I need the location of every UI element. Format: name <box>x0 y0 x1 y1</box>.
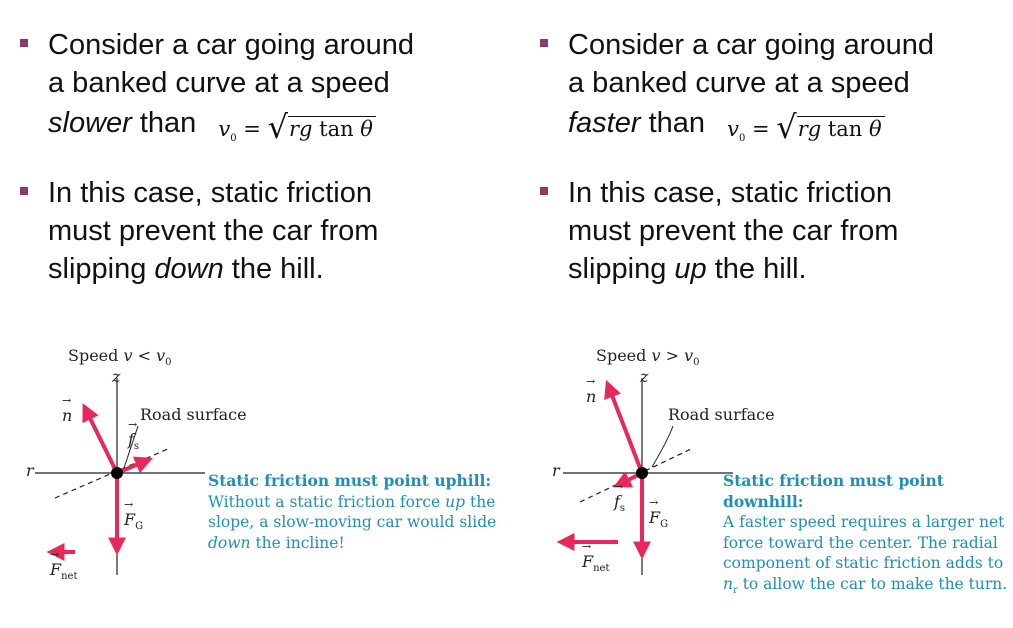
friction-force-label: → $f_s$ <box>128 430 139 452</box>
bullet-text-line: In this case, static friction <box>568 177 892 210</box>
r-axis-label: r <box>552 461 560 480</box>
emphasis-word: down <box>154 253 224 286</box>
bullet-marker <box>540 39 548 47</box>
normal-force-vector <box>608 385 642 473</box>
bullet-text-line: must prevent the car from <box>568 215 899 248</box>
normal-force-vector <box>85 408 117 473</box>
caption-title: Static friction must point downhill: <box>723 471 944 511</box>
road-surface-label: Road surface <box>668 405 775 424</box>
r-axis-label: r <box>26 461 34 480</box>
car-point <box>636 467 648 479</box>
diagram-caption: Static friction must point downhill: A faster speed requires a larger net force toward the center. The radial component of static friction adds to $n_r$ to allow the car to make the turn. <box>723 471 1013 601</box>
left-bullet-list <box>20 26 460 308</box>
speed-label: Speed $v < v_0$ <box>68 346 172 369</box>
bullet-text-line: must prevent the car from <box>48 215 379 248</box>
emphasis-word: slower <box>48 107 132 139</box>
bullet-item <box>20 174 460 288</box>
car-point <box>111 467 123 479</box>
friction-force-label: → $f_s$ <box>614 492 625 514</box>
bullet-text: than <box>131 107 197 139</box>
fast-car-diagram <box>548 330 1013 620</box>
gravity-force-label: → $F_G$ <box>649 508 668 530</box>
bullet-text: the hill. <box>706 253 807 286</box>
bullet-marker <box>20 39 28 47</box>
gravity-force-label: → $F_G$ <box>124 510 143 532</box>
normal-force-label: → n <box>62 406 72 425</box>
caption-title: Static friction must point uphill: <box>208 471 492 490</box>
speed-formula: $v_0 = √rg$ tan θ <box>218 117 376 141</box>
bullet-marker <box>20 187 28 195</box>
net-force-label: → $F_{net}$ <box>582 552 610 574</box>
diagram-caption: Static friction must point uphill: Without a static friction force up the slope, a slow-moving car would slide down the incline! <box>208 471 497 552</box>
road-surface-leader <box>652 426 673 467</box>
bullet-text: slipping <box>48 253 155 286</box>
emphasis-word: up <box>674 253 707 286</box>
road-surface-label: Road surface <box>140 405 247 424</box>
bullet-item <box>540 26 980 154</box>
bullet-text: the hill. <box>223 253 324 286</box>
z-axis-label: z <box>640 367 649 386</box>
speed-formula: $v_0 = √rg$ tan θ <box>727 117 885 141</box>
bullet-text-line: Consider a car going around <box>568 29 934 61</box>
bullet-item <box>540 174 980 288</box>
normal-force-label: → n <box>586 387 596 406</box>
bullet-item <box>20 26 460 154</box>
bullet-text: than <box>640 107 706 139</box>
z-axis-label: z <box>112 367 121 386</box>
speed-label: Speed $v > v_0$ <box>596 346 700 369</box>
bullet-text-line: a banked curve at a speed <box>568 67 910 99</box>
bullet-text-line: In this case, static friction <box>48 177 372 210</box>
bullet-text: slipping <box>568 253 675 286</box>
slow-car-diagram <box>20 330 500 620</box>
emphasis-word: faster <box>568 107 641 139</box>
bullet-text-line: Consider a car going around <box>48 29 414 61</box>
right-bullet-list <box>540 26 980 308</box>
bullet-marker <box>540 187 548 195</box>
net-force-label: → $F_{net}$ <box>50 560 78 582</box>
bullet-text-line: a banked curve at a speed <box>48 67 390 99</box>
